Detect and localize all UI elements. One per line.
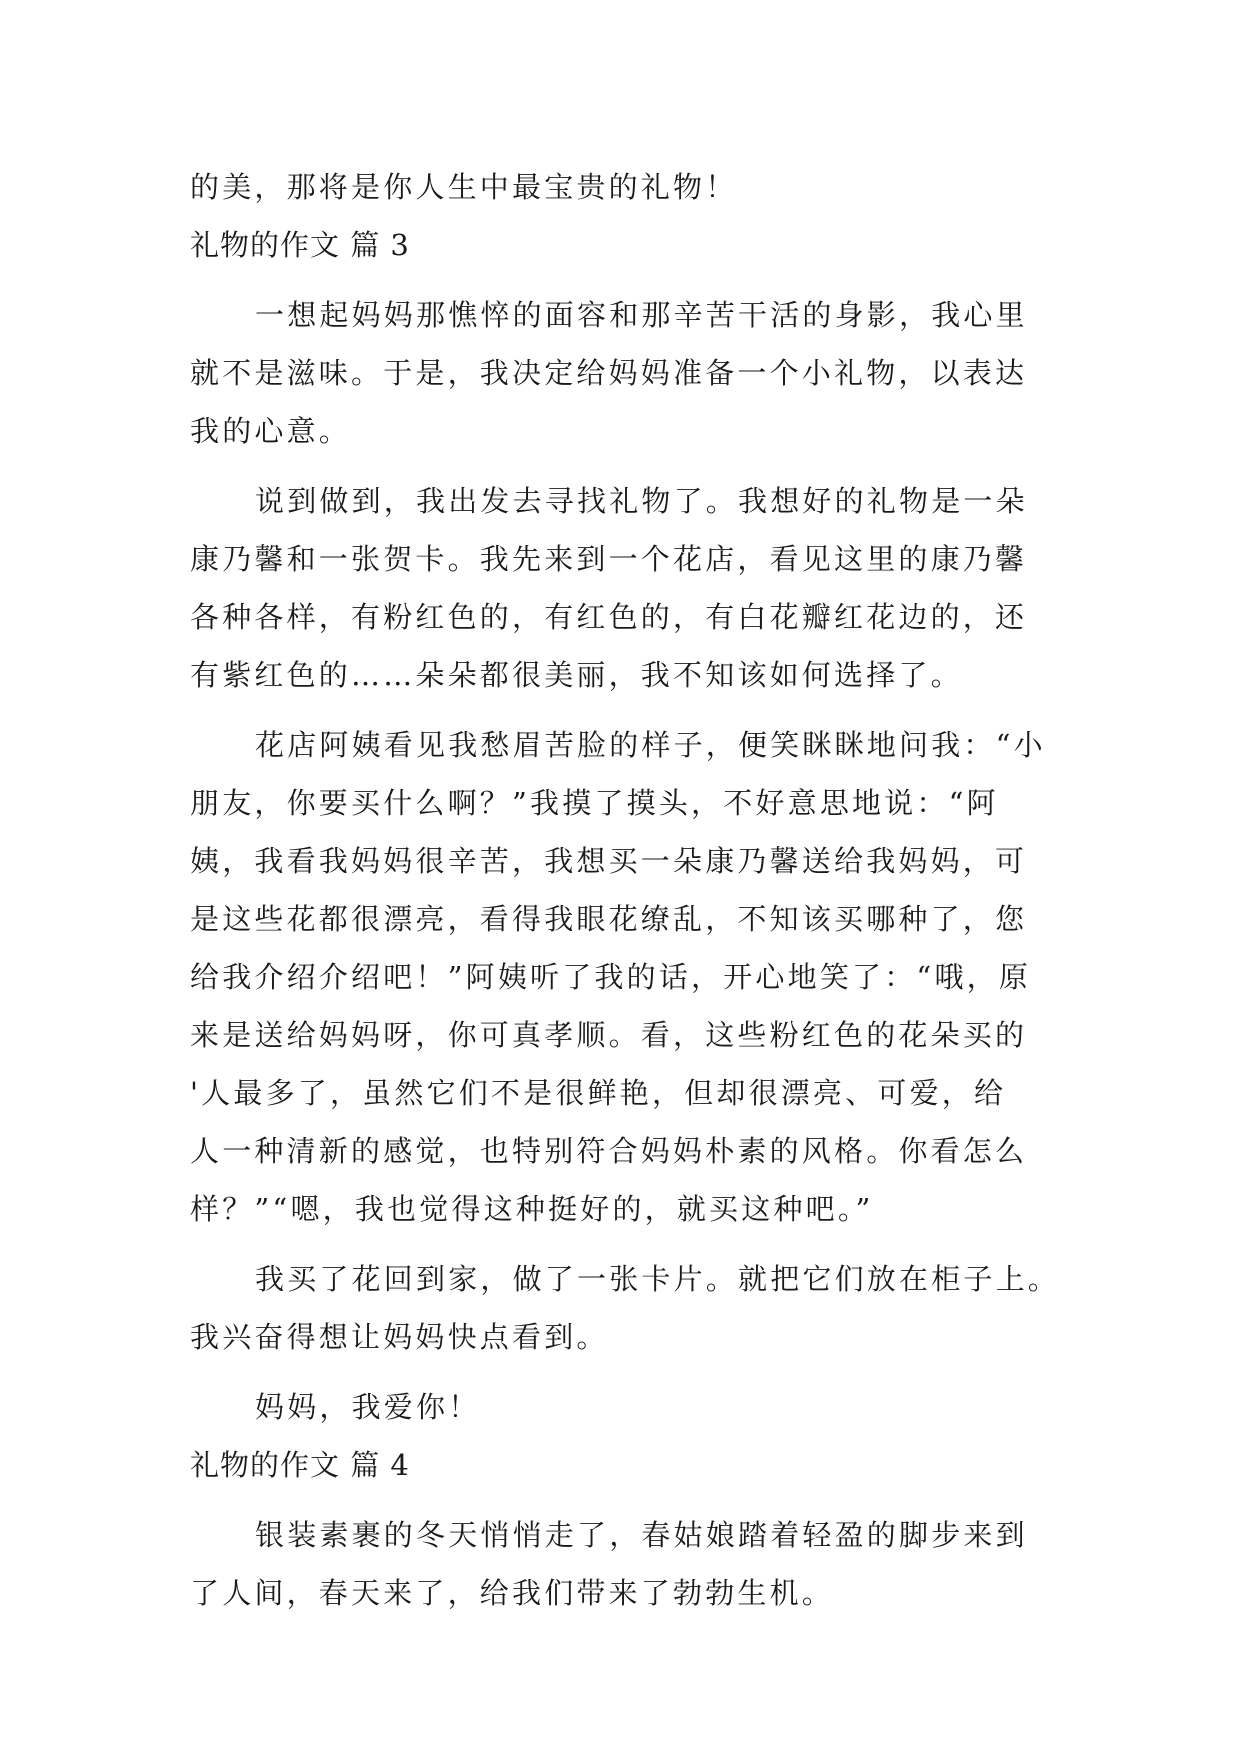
paragraph-line: 了人间，春天来了，给我们带来了勃勃生机。 xyxy=(190,1576,835,1610)
paragraph-line: 样？”“嗯，我也觉得这种挺好的，就买这种吧。” xyxy=(190,1192,874,1226)
paragraph-line: 我的心意。 xyxy=(190,414,352,448)
paragraph-line: 银装素裹的冬天悄悄走了，春姑娘踏着轻盈的脚步来到 xyxy=(255,1518,1028,1552)
section-heading: 礼物的作文 篇 4 xyxy=(190,1448,410,1482)
paragraph-line: 说到做到，我出发去寻找礼物了。我想好的礼物是一朵 xyxy=(255,484,1028,518)
paragraph-line: 是这些花都很漂亮，看得我眼花缭乱，不知该买哪种了，您 xyxy=(190,902,1028,936)
paragraph-line: 就不是滋味。于是，我决定给妈妈准备一个小礼物，以表达 xyxy=(190,356,1028,390)
paragraph-line: '人最多了，虽然它们不是很鲜艳，但却很漂亮、可爱，给 xyxy=(190,1076,1007,1110)
paragraph-line: 一想起妈妈那憔悴的面容和那辛苦干活的身影，我心里 xyxy=(255,298,1028,332)
paragraph-line: 姨，我看我妈妈很辛苦，我想买一朵康乃馨送给我妈妈，可 xyxy=(190,844,1028,878)
paragraph-line: 有紫红色的……朵朵都很美丽，我不知该如何选择了。 xyxy=(190,658,963,692)
paragraph-line: 朋友，你要买什么啊？”我摸了摸头，不好意思地说：“阿 xyxy=(190,786,999,820)
section-heading: 礼物的作文 篇 3 xyxy=(190,228,410,262)
paragraph-line: 给我介绍介绍吧！”阿姨听了我的话，开心地笑了：“哦，原 xyxy=(190,960,1032,994)
paragraph-line: 人一种清新的感觉，也特别符合妈妈朴素的风格。你看怎么 xyxy=(190,1134,1028,1168)
paragraph-line: 康乃馨和一张贺卡。我先来到一个花店，看见这里的康乃馨 xyxy=(190,542,1028,576)
paragraph-line: 来是送给妈妈呀，你可真孝顺。看，这些粉红色的花朵买的 xyxy=(190,1018,1028,1052)
paragraph-line: 我买了花回到家，做了一张卡片。就把它们放在柜子上。 xyxy=(255,1262,1061,1296)
paragraph-line: 的美，那将是你人生中最宝贵的礼物！ xyxy=(190,170,738,204)
paragraph-line: 妈妈，我爱你！ xyxy=(255,1390,481,1424)
paragraph-line: 各种各样，有粉红色的，有红色的，有白花瓣红花边的，还 xyxy=(190,600,1028,634)
paragraph-line: 花店阿姨看见我愁眉苦脸的样子，便笑眯眯地问我：“小 xyxy=(255,728,1046,762)
document-body xyxy=(190,158,1061,1622)
paragraph-line: 我兴奋得想让妈妈快点看到。 xyxy=(190,1320,609,1354)
